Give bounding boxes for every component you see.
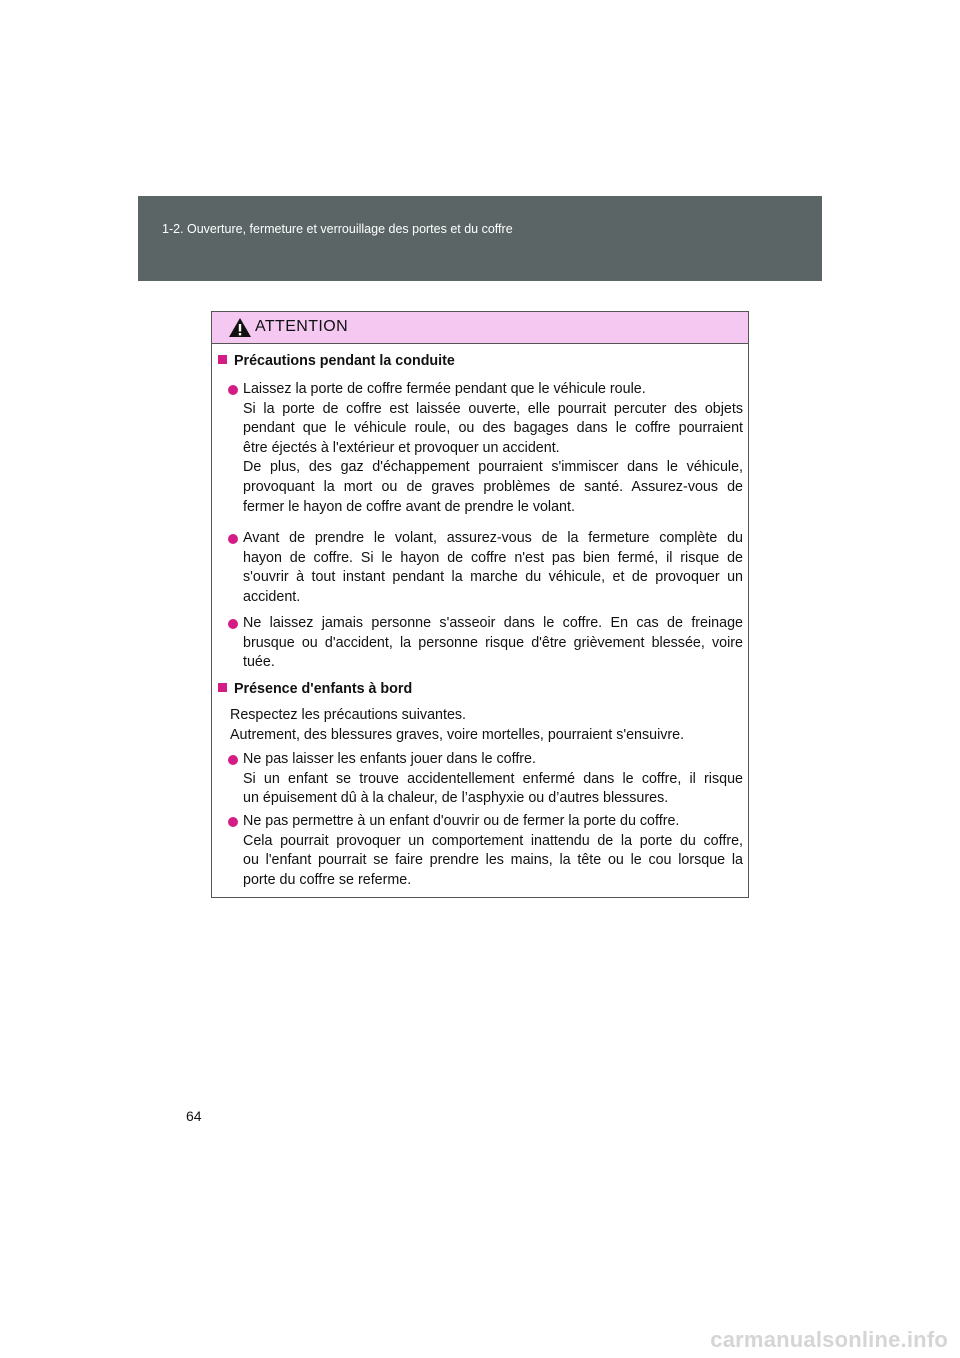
text-line: être éjectés à l'extérieur et provoquer un accident.	[243, 439, 560, 456]
list-item	[243, 529, 743, 607]
text-line: fermer le hayon de coffre avant de prendre le volant.	[243, 498, 575, 515]
text-line: tuée.	[243, 654, 275, 671]
list-item	[243, 750, 743, 809]
page-number: 64	[186, 1108, 202, 1124]
text-line: pendant que le véhicule roule, ou des bagages dans le coffre pourraient	[243, 420, 743, 437]
text-line: porte du coffre se referme.	[243, 871, 412, 888]
round-bullet-icon	[228, 385, 238, 395]
section-header-band	[138, 196, 822, 281]
section-title: 1-2. Ouverture, fermeture et verrouillage des portes et du coffre	[162, 222, 513, 236]
section-heading	[218, 680, 412, 700]
text-line: ou l'enfant pourrait se faire prendre les mains, la tête ou le cou lorsque la	[243, 852, 743, 869]
intro-line: Autrement, des blessures graves, voire mortelles, pourraient s'ensuivre.	[230, 726, 685, 743]
text-line: Ne pas laisser les enfants jouer dans le coffre.	[243, 751, 536, 767]
round-bullet-icon	[228, 817, 238, 827]
text-line: un épuisement dû à la chaleur, de l’asphyxie ou d’autres blessures.	[243, 790, 669, 807]
text-line: Avant de prendre le volant, assurez-vous de la fermeture complète du	[243, 530, 743, 546]
watermark: carmanualsonline.info	[710, 1327, 948, 1352]
text-line: provoquant la mort ou de graves problèmes de santé. Assurez-vous de	[243, 478, 743, 495]
text-line: Cela pourrait provoquer un comportement inattendu de la porte du coffre,	[243, 832, 743, 849]
text-line: Laissez la porte de coffre fermée pendant que le véhicule roule.	[243, 381, 646, 397]
section-heading-text: Présence d'enfants à bord	[234, 681, 413, 697]
attention-box	[211, 311, 749, 898]
text-line: accident.	[243, 588, 301, 605]
text-line: hayon de coffre. Si le hayon de coffre n'est pas bien fermé, il risque de	[243, 549, 743, 566]
text-line: brusque ou d'accident, la personne risque d'être grièvement blessée, voire	[243, 634, 743, 651]
text-line: Si la porte de coffre est laissée ouverte, elle pourrait percuter des objets	[243, 400, 743, 417]
text-line: Ne laissez jamais personne s'asseoir dans le coffre. En cas de freinage	[243, 615, 743, 631]
text-line: De plus, des gaz d'échappement pourraient s'immiscer dans le véhicule,	[243, 459, 743, 476]
list-item	[243, 812, 743, 890]
square-bullet-icon	[218, 683, 227, 692]
list-item	[243, 614, 743, 673]
warning-triangle-icon	[228, 317, 252, 338]
text-line: s'ouvrir à tout instant pendant la marche du véhicule, et de provoquer un	[243, 569, 743, 586]
section-intro	[230, 706, 745, 745]
intro-line: Respectez les précautions suivantes.	[230, 707, 467, 723]
text-line: Si un enfant se trouve accidentellement enfermé dans le coffre, il risque	[243, 770, 743, 787]
attention-title: ATTENTION	[255, 318, 349, 335]
text-line: Ne pas permettre à un enfant d'ouvrir ou de fermer la porte du coffre.	[243, 813, 680, 829]
attention-header	[212, 312, 748, 344]
section-heading-text: Précautions pendant la conduite	[234, 353, 455, 369]
round-bullet-icon	[228, 534, 238, 544]
section-heading	[218, 352, 455, 372]
list-item	[243, 380, 743, 517]
square-bullet-icon	[218, 355, 227, 364]
round-bullet-icon	[228, 755, 238, 765]
round-bullet-icon	[228, 619, 238, 629]
